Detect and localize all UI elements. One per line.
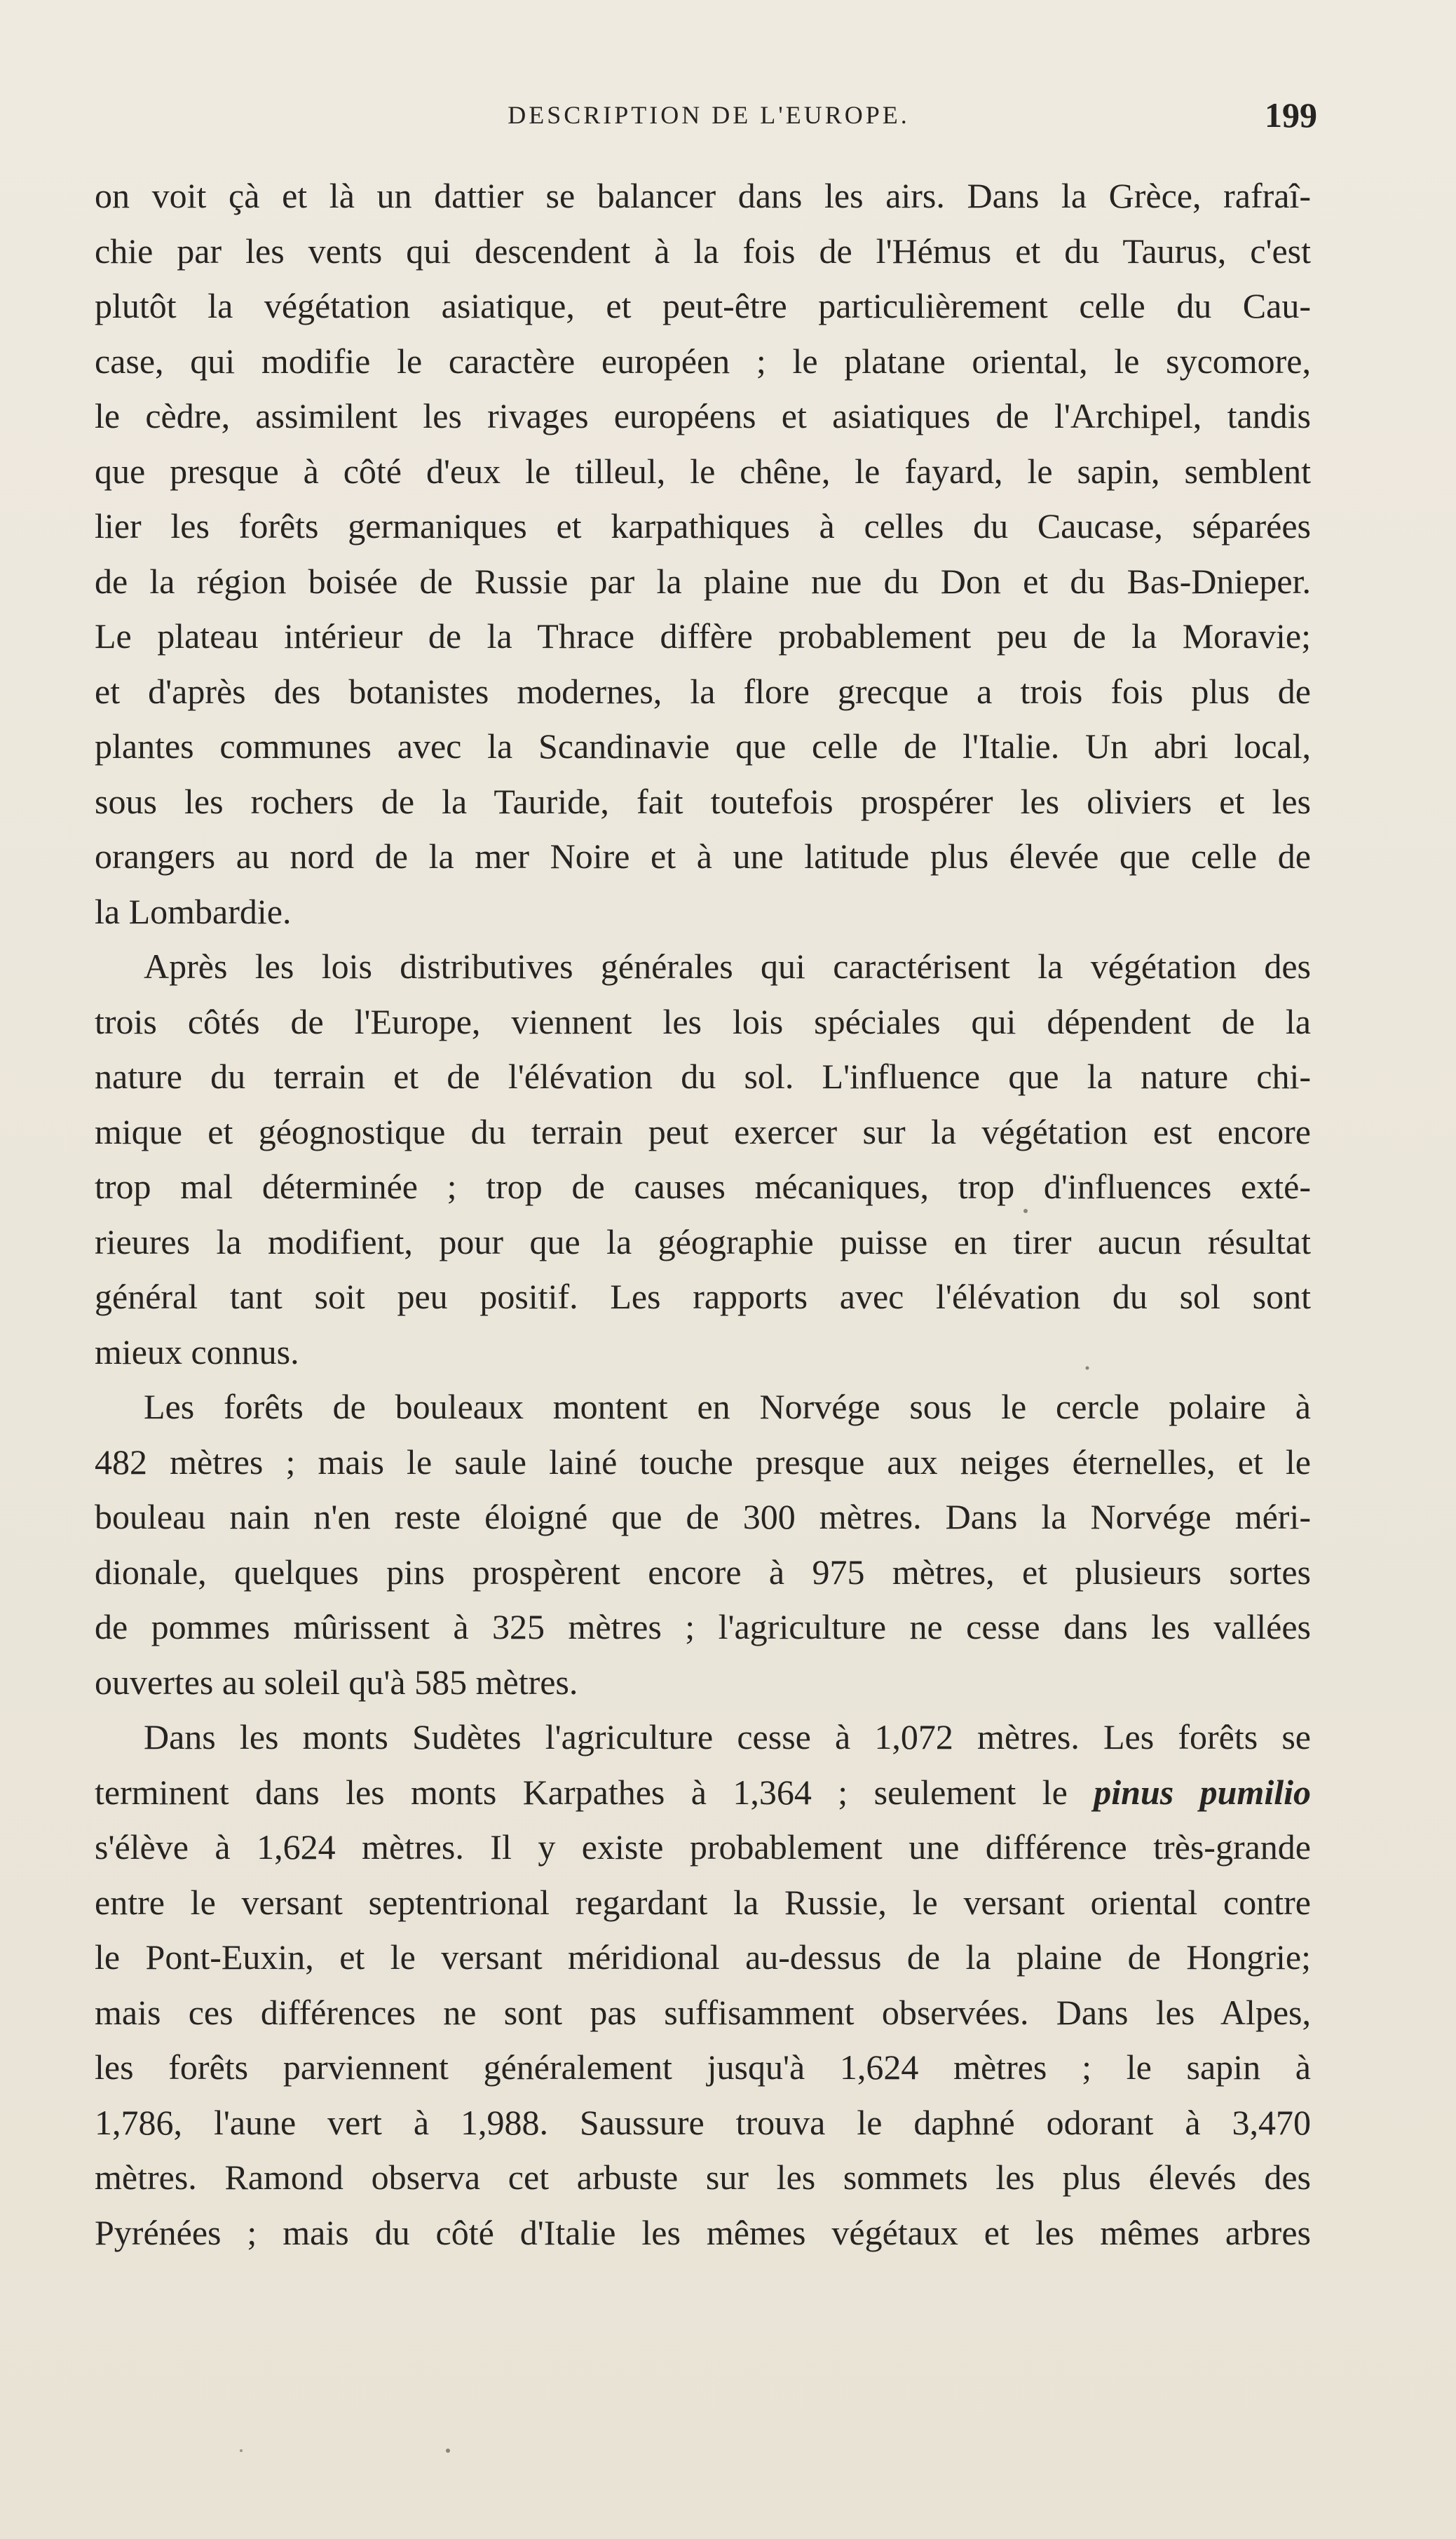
text-segment: terminent dans les monts Karpathes à 1,364 ; seulement le xyxy=(95,1772,1068,1812)
text-line: dionale, quelques pins prospèrent encore à 975 mètres, et plusieurs sortes xyxy=(95,1552,1311,1592)
text-line: entre le versant septentrional regardant la Russie, le versant oriental contre xyxy=(95,1882,1311,1922)
text-line: chie par les vents qui descendent à la fois de l'Hémus et du Taurus, c'est xyxy=(95,231,1311,271)
text-line: plantes communes avec la Scandinavie que celle de l'Italie. Un abri local, xyxy=(95,726,1311,766)
text-line: et d'après des botanistes modernes, la flore grecque a trois fois plus de xyxy=(95,671,1311,711)
text-line: général tant soit peu positif. Les rapports avec l'élévation du sol sont xyxy=(95,1277,1311,1316)
text-line-with-italic-term xyxy=(95,1765,1311,1820)
text-line: nature du terrain et de l'élévation du sol. L'influence que la nature chi- xyxy=(95,1057,1311,1096)
text-line: lier les forêts germaniques et karpathiques à celles du Caucase, séparées xyxy=(95,506,1311,546)
text-line: de la région boisée de Russie par la plaine nue du Don et du Bas-Dnieper. xyxy=(95,561,1311,601)
text-line: les forêts parviennent généralement jusqu'à 1,624 mètres ; le sapin à xyxy=(95,2047,1311,2087)
text-line: 482 mètres ; mais le saule lainé touche presque aux neiges éternelles, et le xyxy=(95,1442,1311,1482)
page-header xyxy=(95,95,1323,145)
ink-speck xyxy=(446,2449,450,2453)
page-number: 199 xyxy=(1265,95,1317,135)
text-line: 1,786, l'aune vert à 1,988. Saussure trouva le daphné odorant à 3,470 xyxy=(95,2102,1311,2142)
running-head: DESCRIPTION DE L'EUROPE. xyxy=(508,101,910,129)
text-line: case, qui modifie le caractère européen ; le platane oriental, le sycomore, xyxy=(95,341,1311,381)
italic-term: pinus pumilio xyxy=(1094,1772,1311,1812)
text-line: le cèdre, assimilent les rivages européens et asiatiques de l'Archipel, tandis xyxy=(95,396,1311,435)
body-text xyxy=(95,168,1311,2260)
text-line: ouvertes au soleil qu'à 585 mètres. xyxy=(95,1662,578,1702)
ink-speck xyxy=(240,2449,243,2452)
text-line: trois côtés de l'Europe, viennent les lois spéciales qui dépendent de la xyxy=(95,1001,1311,1041)
text-line: orangers au nord de la mer Noire et à une latitude plus élevée que celle de xyxy=(95,837,1311,876)
text-line: la Lombardie. xyxy=(95,891,292,931)
text-line: mètres. Ramond observa cet arbuste sur les sommets les plus élevés des xyxy=(95,2158,1311,2197)
text-line: s'élève à 1,624 mètres. Il y existe probablement une différence très-grande xyxy=(95,1827,1311,1867)
text-line: mais ces différences ne sont pas suffisamment observées. Dans les Alpes, xyxy=(95,1992,1311,2032)
text-line: bouleau nain n'en reste éloigné que de 300 mètres. Dans la Norvége méri- xyxy=(95,1497,1311,1536)
text-line: mique et géognostique du terrain peut exercer sur la végétation est encore xyxy=(95,1111,1311,1151)
text-line: le Pont-Euxin, et le versant méridional au-dessus de la plaine de Hongrie; xyxy=(95,1937,1311,1977)
text-line: sous les rochers de la Tauride, fait toutefois prospérer les oliviers et les xyxy=(95,781,1311,821)
text-line: Après les lois distributives générales qui caractérisent la végétation des xyxy=(144,947,1311,986)
text-line: trop mal déterminée ; trop de causes mécaniques, trop d'influences exté- xyxy=(95,1167,1311,1206)
text-line: Les forêts de bouleaux montent en Norvége sous le cercle polaire à xyxy=(144,1387,1311,1426)
text-line: Le plateau intérieur de la Thrace diffère probablement peu de la Moravie; xyxy=(95,616,1311,656)
text-line: que presque à côté d'eux le tilleul, le chêne, le fayard, le sapin, semblent xyxy=(95,451,1311,491)
text-line: de pommes mûrissent à 325 mètres ; l'agriculture ne cesse dans les vallées xyxy=(95,1607,1311,1646)
text-line: rieures la modifient, pour que la géographie puisse en tirer aucun résultat xyxy=(95,1221,1311,1261)
text-line: plutôt la végétation asiatique, et peut-être particulièrement celle du Cau- xyxy=(95,286,1311,325)
text-line: Pyrénées ; mais du côté d'Italie les mêmes végétaux et les mêmes arbres xyxy=(95,2212,1311,2252)
text-line: on voit çà et là un dattier se balancer dans les airs. Dans la Grèce, rafraî- xyxy=(95,176,1311,215)
text-line: mieux connus. xyxy=(95,1332,299,1372)
text-line: Dans les monts Sudètes l'agriculture cesse à 1,072 mètres. Les forêts se xyxy=(144,1717,1311,1756)
